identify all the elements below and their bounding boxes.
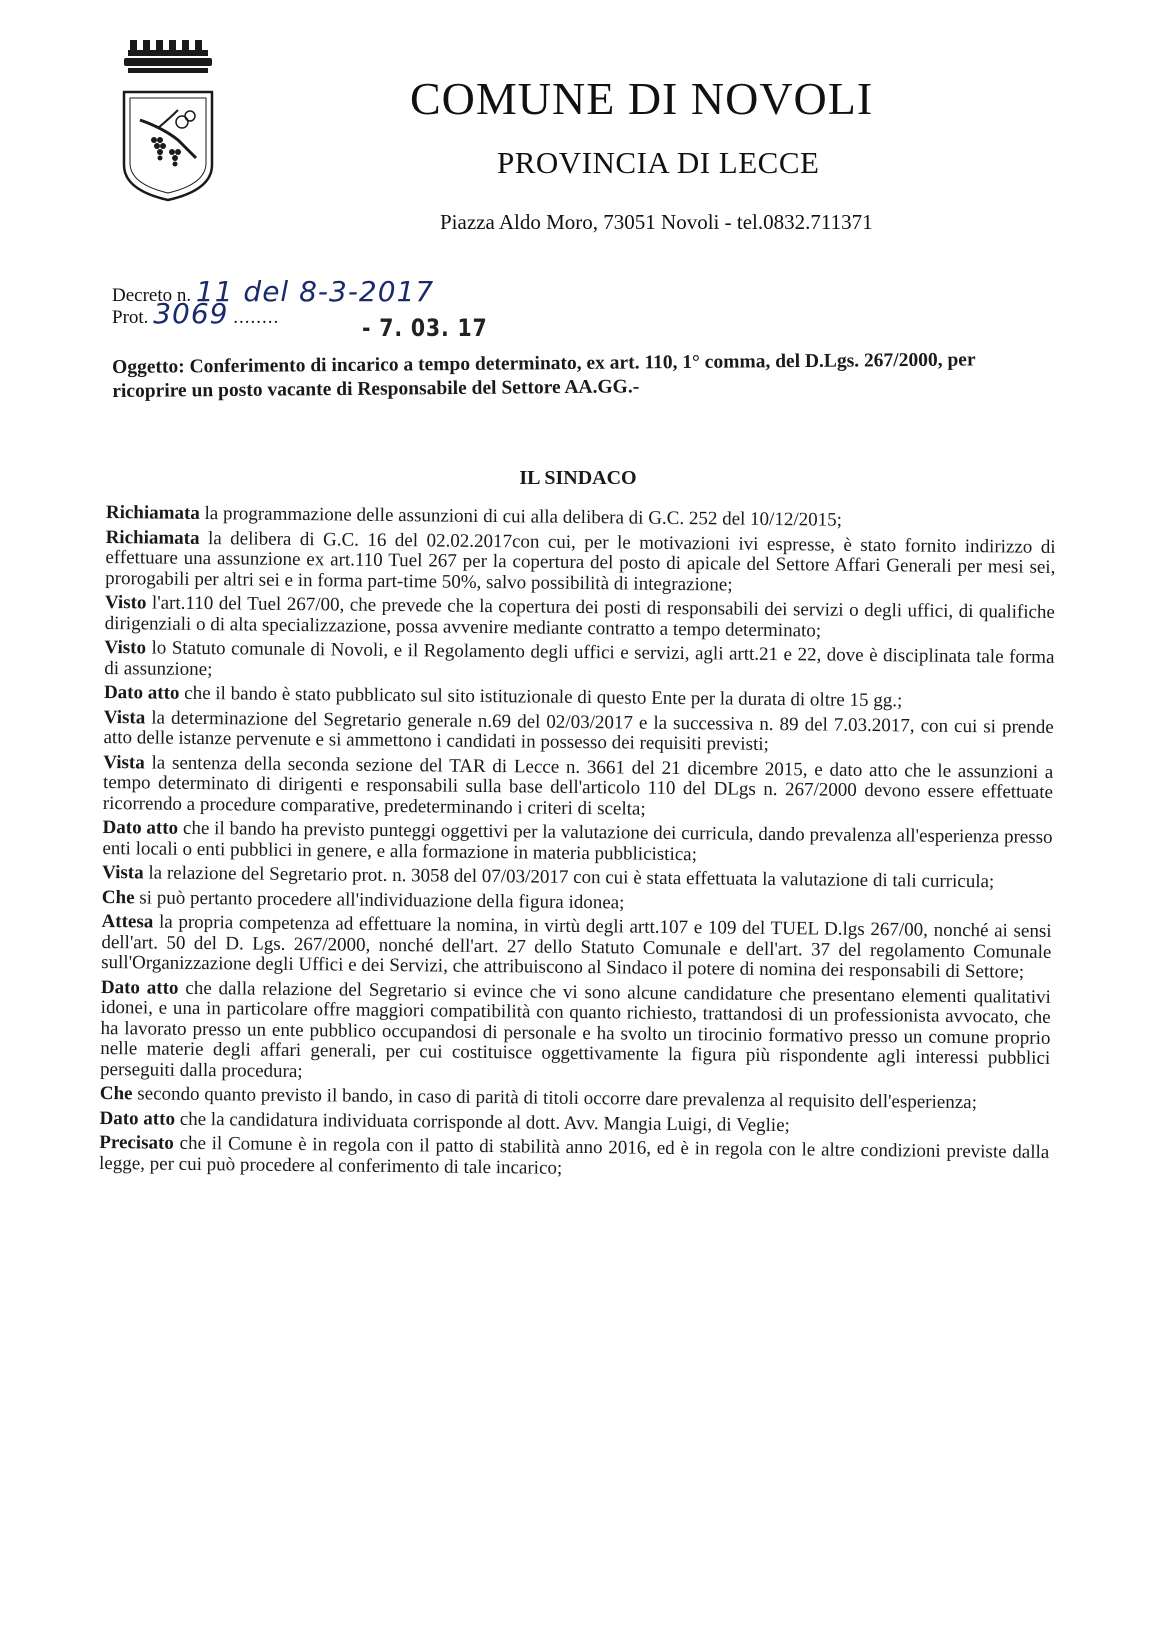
- body-paragraph: Vista la relazione del Segretario prot. n. 3058 del 07/03/2017 con cui è stata effettuata la valutazione di tali curricula;: [102, 861, 995, 893]
- protocol-dots: ........: [233, 307, 280, 328]
- protocol-label: Prot.: [112, 307, 149, 328]
- protocol-date-stamp: - 7. 03. 17: [362, 314, 488, 342]
- body-paragraph: Che secondo quanto previsto il bando, in caso di parità di titoli occorre dare prevalenza al requisito dell'esperienza;: [99, 1082, 978, 1114]
- body-paragraph: Richiamata la delibera di G.C. 16 del 02.02.2017con cui, per le motivazioni ivi espresse, è stato fornito indirizzo di effettuare una assunzione ex art.110 Tuel 267 per la copertura del posto di apicale del Settore Affari Generali per mesi sei, prorogabili per altri sei e in forma part-time 50%, salvo possibilità di integrazione;: [105, 526, 1056, 596]
- decree-body: [99, 503, 1056, 1188]
- municipality-address: Piazza Aldo Moro, 73051 Novoli - tel.0832.711371: [440, 210, 873, 234]
- decree-subject: [112, 348, 1052, 404]
- body-paragraph: Dato atto che la candidatura individuata corrisponde al dott. Avv. Mangia Luigi, di Veglie;: [99, 1107, 790, 1136]
- province-name: PROVINCIA DI LECCE: [497, 145, 820, 180]
- section-heading: IL SINDACO: [519, 467, 637, 489]
- body-paragraph: Vista la sentenza della seconda sezione del TAR di Lecce n. 3661 del 21 dicembre 2015, e dato atto che le assunzioni a tempo determinato di dirigenti e responsabili sulla base dell'articolo 110 del DLgs n. 267/2000 devono essere effettuate ricorrendo a procedure comparative, predeterminando i criteri di scelta;: [102, 751, 1054, 820]
- municipal-crest-icon: [118, 40, 218, 205]
- body-paragraph: Dato atto che il bando è stato pubblicato sul sito istituzionale di questo Ente per la durata di oltre 15 gg.;: [103, 681, 903, 712]
- body-paragraph: Dato atto che il bando ha previsto punteggi oggettivi per la valutazione dei curricula, dando prevalenza all'esperienza presso enti locali o enti pubblici in genere, e alla formazione in materia pubblicistica;: [102, 816, 1053, 865]
- protocol-number-line: [112, 297, 279, 330]
- body-paragraph: Vista la determinazione del Segretario generale n.69 del 02/03/2017 e la successiva n. 89 del 7.03.2017, con cui si prende atto delle istanze pervenute e si ammettono i candidati in possesso dei requisiti previsti;: [103, 706, 1054, 755]
- body-paragraph: Dato atto che dalla relazione del Segretario si evince che vi sono alcune candidature che presentano elementi qualitativi idonei, e una in particolare offre maggiori compatibilità con quanto richiesto, trattandosi di un professionista avvocato, che ha lavorato presso un ente pubblico occupandosi di personale e ha svolto un tirocinio formativo presso un comune proprio nelle materie degli affari generali, per cui costituisce oggettivamente la figura più rispondente agli interessi pubblici perseguiti dalla procedura;: [99, 976, 1051, 1082]
- body-paragraph: Attesa la propria competenza ad effettuare la nomina, in virtù degli artt.107 e 109 del TUEL D.lgs 267/00, nonché ai sensi dell'art. 50 del D. Lgs. 267/2000, nonché dell'art. 27 dello Statuto Comunale e dell'art. 37 del regolamento Comunale sull'Organizzazione degli Uffici e dei Servizi, che attribuiscono al Sindaco il potere di nomina dei responsabili di Settore;: [101, 910, 1052, 983]
- body-paragraph: Precisato che il Comune è in regola con il patto di stabilità anno 2016, ed è in regola con le altre condizioni previste dalla legge, per cui può procedere al conferimento di tale incarico;: [98, 1131, 1050, 1179]
- body-paragraph: Richiamata la programmazione delle assunzioni di cui alla delibera di G.C. 252 del 10/12/2015;: [105, 502, 843, 531]
- body-paragraph: Visto l'art.110 del Tuel 267/00, che prevede che la copertura dei posti di responsabili dei servizi o degli uffici, di qualifiche dirigenziali o di alta specializzazione, possa avvenire mediante contratto a tempo determinato;: [104, 591, 1056, 641]
- protocol-handwritten-number: 3069: [153, 297, 229, 330]
- municipality-title: COMUNE DI NOVOLI: [410, 73, 874, 124]
- body-paragraph: Visto lo Statuto comunale di Novoli, e il Regolamento degli uffici e servizi, agli artt.21 e 22, dove è disciplinata tale forma di assunzione;: [104, 636, 1055, 680]
- decree-label: Decreto n.: [112, 285, 192, 306]
- body-paragraph: Che si può pertanto procedere all'individuazione della figura idonea;: [101, 886, 625, 913]
- decree-handwritten-number: 11 del 8-3-2017: [195, 275, 435, 308]
- subject-text: Conferimento di incarico a tempo determinato, ex art. 110, 1° comma, del D.Lgs. 267/2000, per ricoprire un posto vacante di Responsabile del Settore AA.GG.-: [112, 349, 976, 402]
- subject-label: Oggetto:: [112, 356, 185, 378]
